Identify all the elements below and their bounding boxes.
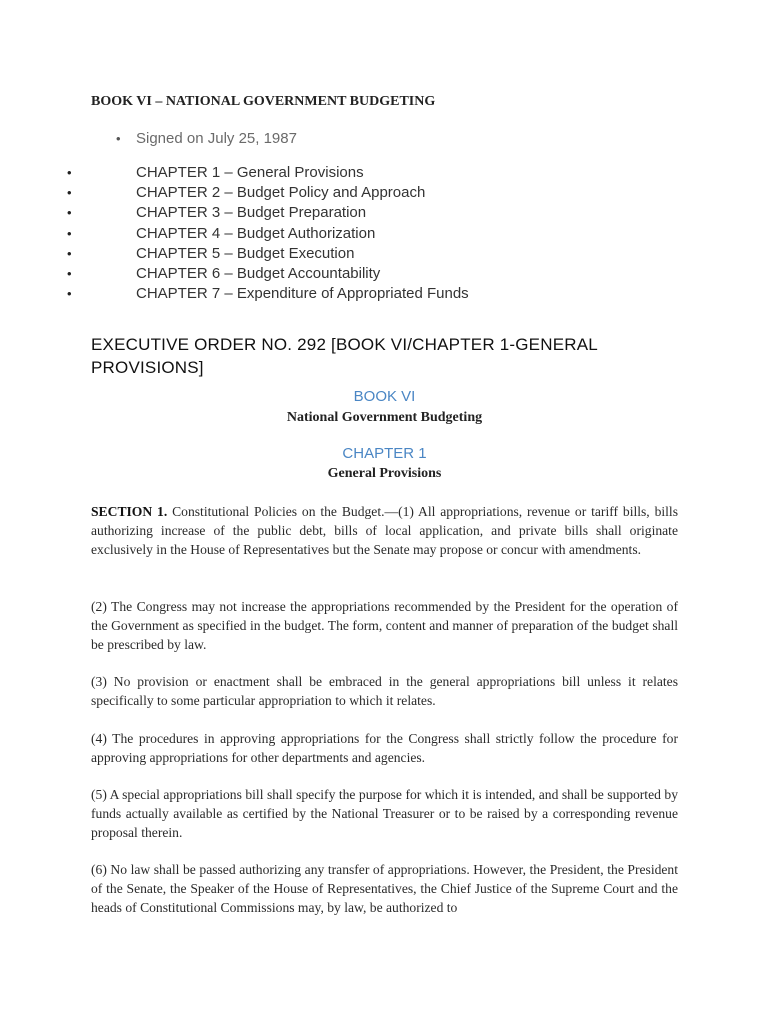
- section-label: SECTION 1.: [91, 504, 168, 519]
- chapter-list-item: [0, 224, 768, 244]
- chapter-item-text: CHAPTER 3 – Budget Preparation: [136, 204, 367, 222]
- bullet-icon: •: [67, 225, 72, 241]
- paragraph: (2) The Congress may not increase the appropriations recommended by the President for the operation of the Government as specified in the budget. The form, content and manner of preparation of the budget shall be prescribed by law.: [91, 599, 678, 652]
- chapter-item-text: CHAPTER 6 – Budget Accountability: [136, 264, 381, 282]
- chapter-list-item: [0, 264, 768, 284]
- book-title: BOOK VI – NATIONAL GOVERNMENT BUDGETING: [91, 94, 436, 109]
- paragraph: (3) No provision or enactment shall be embraced in the general appropriations bill unless it relates specifically to some particular appropriation to which it relates.: [91, 674, 678, 708]
- bullet-icon: •: [116, 131, 121, 146]
- bullet-icon: •: [67, 165, 72, 180]
- bullet-icon: •: [67, 286, 72, 302]
- chapter-item-text: CHAPTER 2 – Budget Policy and Approach: [136, 184, 426, 202]
- bullet-icon: •: [67, 205, 72, 221]
- book-subtitle: National Government Budgeting: [286, 410, 483, 425]
- book-label: BOOK VI: [353, 388, 416, 405]
- signed-date-item: [116, 130, 297, 147]
- bullet-icon: •: [67, 265, 72, 281]
- section-1-paragraph: [91, 502, 678, 559]
- bullet-icon: •: [67, 185, 72, 201]
- chapter-list-item: [0, 183, 768, 203]
- chapter-list-item: [0, 244, 768, 264]
- chapter-item-text: CHAPTER 7 – Expenditure of Appropriated Funds: [136, 285, 469, 303]
- chapter-item-text: CHAPTER 4 – Budget Authorization: [136, 224, 376, 242]
- executive-order-heading: EXECUTIVE ORDER NO. 292 [BOOK VI/CHAPTER 1-GENERAL PROVISIONS]: [91, 335, 598, 377]
- chapter-list-item: [0, 203, 768, 223]
- paragraph: (6) No law shall be passed authorizing any transfer of appropriations. However, the President, the President of the Senate, the Speaker of the House of Representatives, the Chief Justice of the Supreme Court and the heads of Constitutional Commissions may, by law, be authorized to: [91, 862, 678, 915]
- chapter-item-text: CHAPTER 5 – Budget Execution: [136, 244, 355, 262]
- chapter-item-text: CHAPTER 1 – General Provisions: [136, 164, 364, 181]
- chapter-list-item: [0, 163, 768, 183]
- chapter-list-item: [0, 284, 768, 304]
- paragraph: (5) A special appropriations bill shall specify the purpose for which it is intended, and shall be supported by funds actually available as certified by the National Treasurer or to be raised by a corresponding revenue proposal therein.: [91, 787, 678, 840]
- signed-date-text: Signed on July 25, 1987: [136, 130, 297, 147]
- section-text: Constitutional Policies on the Budget.—(1) All appropriations, revenue or tariff bills, bills authorizing increase of the public debt, bills of local application, and private bills shall originate exclusively in the House of Representatives but the Senate may propose or concur with amendments.: [91, 504, 678, 557]
- chapter-label: CHAPTER 1: [342, 445, 427, 462]
- chapter-subtitle: General Provisions: [327, 466, 442, 481]
- chapter-list: [0, 163, 768, 304]
- paragraph: (4) The procedures in approving appropriations for the Congress shall strictly follow the procedure for approving appropriations for other departments and agencies.: [91, 731, 678, 765]
- bullet-icon: •: [67, 245, 72, 261]
